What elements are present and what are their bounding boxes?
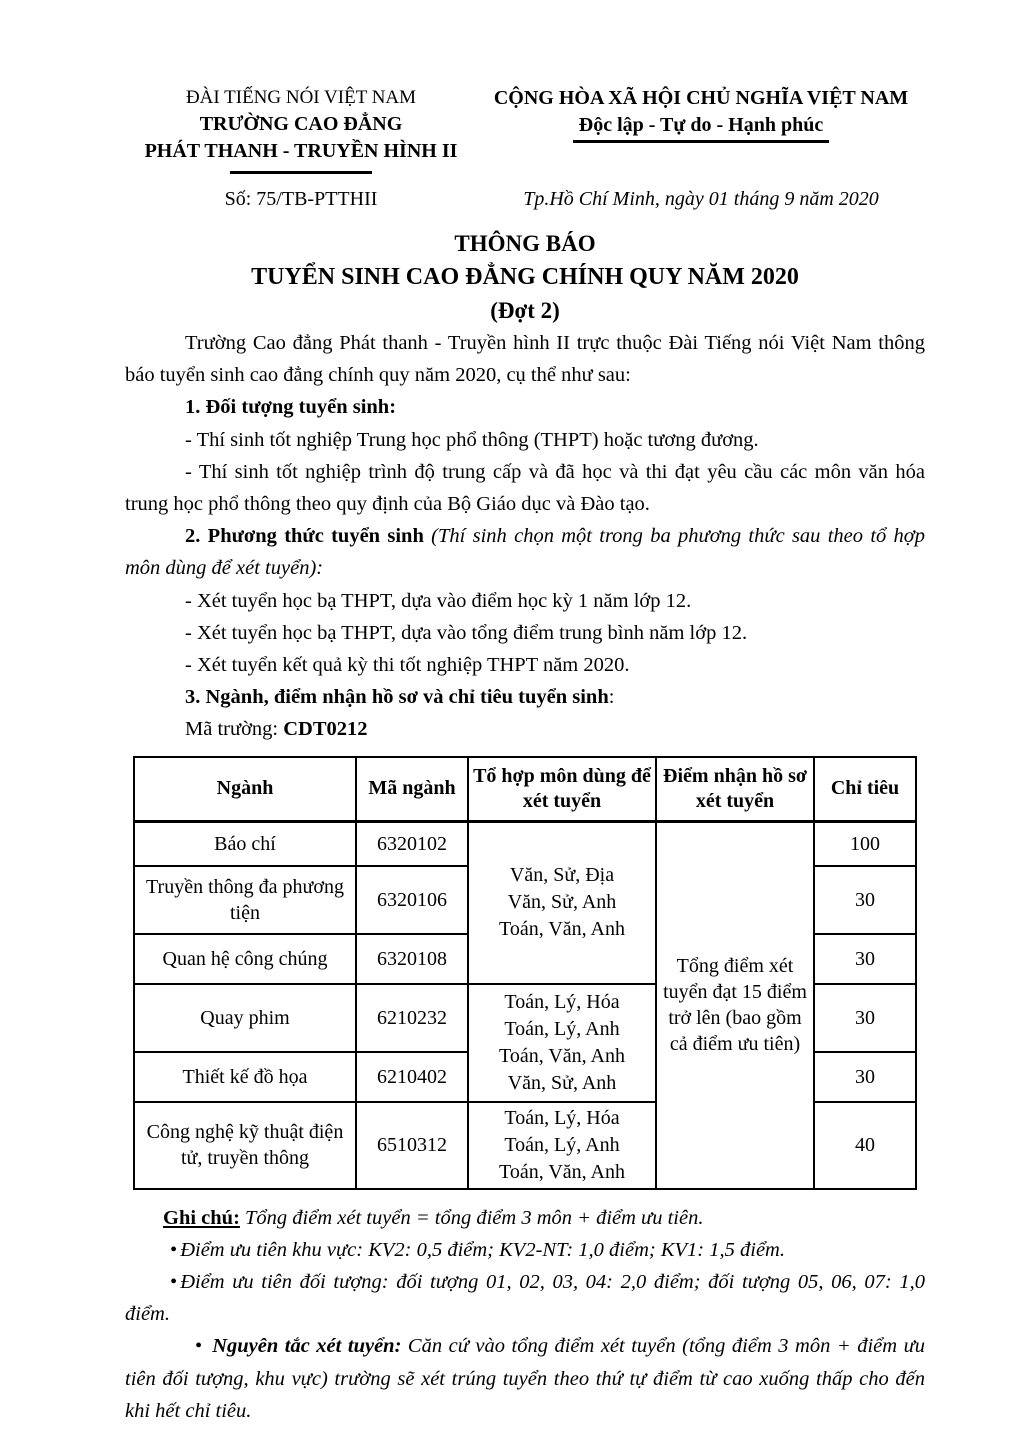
- note-ghi-chu: [125, 1202, 925, 1234]
- score-threshold-cell: Tổng điểm xét tuyển đạt 15 điểm trở lên (bao gồm cả điểm ưu tiên): [656, 821, 814, 1189]
- combo-line: Toán, Lý, Anh: [504, 1133, 620, 1156]
- section1-heading: 1. Đối tượng tuyển sinh:: [185, 396, 397, 419]
- place-date: Tp.Hồ Chí Minh, ngày 01 tháng 9 năm 2020: [523, 188, 879, 210]
- org-name-line1: TRƯỜNG CAO ĐẲNG: [199, 113, 403, 135]
- combo-line: Văn, Sử, Anh: [507, 891, 617, 914]
- section2-item1: - Xét tuyển học bạ THPT, dựa vào điểm học kỳ 1 năm lớp 12.: [185, 589, 692, 612]
- major-name: Thiết kế đồ họa: [134, 1052, 356, 1102]
- major-name: Quay phim: [134, 984, 356, 1052]
- major-name: Quan hệ công chúng: [134, 934, 356, 984]
- section2-item3: - Xét tuyển kết quả kỳ thi tốt nghiệp THPT năm 2020.: [185, 654, 630, 677]
- subject-combo-group1: [468, 821, 656, 984]
- major-code: 6320106: [356, 866, 468, 934]
- quota-value: 100: [814, 821, 916, 866]
- table-header-row: [134, 757, 916, 822]
- quota-value: 30: [814, 1052, 916, 1102]
- major-code: 6320102: [356, 821, 468, 866]
- doc-number: Số: 75/TB-PTTHII: [224, 188, 378, 210]
- combo-line: Toán, Lý, Hóa: [504, 1106, 620, 1129]
- national-header-block: [477, 84, 925, 174]
- quota-value: 30: [814, 984, 916, 1052]
- org-underline-rule: [230, 171, 372, 174]
- intro-paragraph: Trường Cao đẳng Phát thanh - Truyền hình II trực thuộc Đài Tiếng nói Việt Nam thông báo tuyển sinh cao đẳng chính quy năm 2020, cụ thể như sau:: [125, 332, 925, 387]
- bullet-icon: •: [170, 1271, 178, 1294]
- org-name-line2: PHÁT THANH - TRUYỀN HÌNH II: [144, 140, 458, 162]
- combo-line: Văn, Sử, Anh: [507, 1071, 617, 1094]
- national-motto: Độc lập - Tự do - Hạnh phúc: [573, 112, 829, 143]
- col-header-ma-nganh: Mã ngành: [356, 757, 468, 822]
- document-header: [125, 84, 925, 174]
- school-code-line: [125, 713, 925, 745]
- section1-item1: - Thí sinh tốt nghiệp Trung học phổ thông (THPT) hoặc tương đương.: [185, 428, 759, 451]
- subject-combo-group2: [468, 984, 656, 1102]
- school-code-label: Mã trường:: [185, 718, 284, 741]
- org-parent-name: ĐÀI TIẾNG NÓI VIỆT NAM: [185, 87, 417, 108]
- quota-value: 40: [814, 1102, 916, 1189]
- col-header-to-hop: Tổ hợp môn dùng để xét tuyển: [468, 757, 656, 822]
- section2-item2: - Xét tuyển học bạ THPT, dựa vào tổng điểm trung bình năm lớp 12.: [185, 621, 748, 644]
- section2-heading-bold: 2. Phương thức tuyển sinh: [185, 525, 432, 548]
- col-header-nganh: Ngành: [134, 757, 356, 822]
- major-name: Báo chí: [134, 821, 356, 866]
- major-code: 6210402: [356, 1052, 468, 1102]
- title-line1: THÔNG BÁO: [454, 231, 596, 256]
- combo-line: Toán, Văn, Anh: [499, 1160, 625, 1183]
- note-bullet2: [125, 1266, 925, 1330]
- section1-item2: - Thí sinh tốt nghiệp trình độ trung cấp và đã học và thi đạt yêu cầu các môn văn hóa trung học phổ thông theo quy định của Bộ Giáo dục và Đào tạo.: [125, 460, 925, 516]
- note-label: Nguyên tắc xét tuyển:: [212, 1335, 408, 1358]
- subject-combo-group3: [468, 1102, 656, 1189]
- section3-heading-bold: 3. Ngành, điểm nhận hồ sơ và chỉ tiêu tuyển sinh: [185, 686, 609, 709]
- note-label: Ghi chú:: [163, 1206, 240, 1229]
- note-text: Điểm ưu tiên khu vực: KV2: 0,5 điểm; KV2-NT: 1,0 điểm; KV1: 1,5 điểm.: [180, 1238, 785, 1261]
- section2-heading: [125, 520, 925, 584]
- issuing-org-block: [125, 84, 477, 174]
- title-line2: TUYỂN SINH CAO ĐẲNG CHÍNH QUY NĂM 2020: [251, 264, 799, 290]
- note-text: Điểm ưu tiên đối tượng: đối tượng 01, 02, 03, 04: 2,0 điểm; đối tượng 05, 06, 07: 1,0 điểm.: [125, 1271, 925, 1326]
- col-header-diem-nhan: Điểm nhận hồ sơ xét tuyển: [656, 757, 814, 822]
- combo-line: Văn, Sử, Địa: [509, 864, 615, 887]
- major-name: Truyền thông đa phương tiện: [134, 866, 356, 934]
- major-code: 6320108: [356, 934, 468, 984]
- note-text: Căn cứ vào tổng điểm xét tuyển (tổng điểm 3 môn + điểm ưu tiên đối tượng, khu vực) trường sẽ xét trúng tuyển theo thứ tự điểm từ cao xuống thấp cho đến khi hết chỉ tiêu.: [125, 1335, 925, 1422]
- title-block: [125, 227, 925, 327]
- note-text: Tổng điểm xét tuyển = tổng điểm 3 môn + điểm ưu tiên.: [239, 1206, 704, 1229]
- quota-value: 30: [814, 866, 916, 934]
- note-bullet1: [125, 1234, 925, 1266]
- combo-line: Toán, Văn, Anh: [499, 1044, 625, 1067]
- doc-meta-row: [125, 188, 925, 211]
- section3-heading: [125, 681, 925, 713]
- admissions-table: [133, 756, 917, 1190]
- major-code: 6510312: [356, 1102, 468, 1189]
- major-code: 6210232: [356, 984, 468, 1052]
- combo-line: Toán, Lý, Anh: [504, 1017, 620, 1040]
- section2-heading-italic: (Thí sinh chọn một trong ba phương thức sau theo tổ hợp môn dùng để xét tuyển):: [125, 525, 925, 580]
- table-row: [134, 821, 916, 866]
- school-code-value: CDT0212: [283, 718, 368, 741]
- bullet-icon: •: [195, 1335, 203, 1358]
- section3-heading-colon: :: [608, 686, 615, 709]
- title-line3: (Đợt 2): [490, 298, 560, 323]
- bullet-icon: •: [170, 1238, 178, 1261]
- combo-line: Toán, Văn, Anh: [499, 918, 625, 941]
- combo-line: Toán, Lý, Hóa: [504, 990, 620, 1013]
- col-header-chi-tieu: Chỉ tiêu: [814, 757, 916, 822]
- major-name: Công nghệ kỹ thuật điện tử, truyền thông: [134, 1102, 356, 1189]
- quota-value: 30: [814, 934, 916, 984]
- note-bullet3: [125, 1330, 925, 1427]
- national-title: CỘNG HÒA XÃ HỘI CHỦ NGHĨA VIỆT NAM: [493, 87, 909, 109]
